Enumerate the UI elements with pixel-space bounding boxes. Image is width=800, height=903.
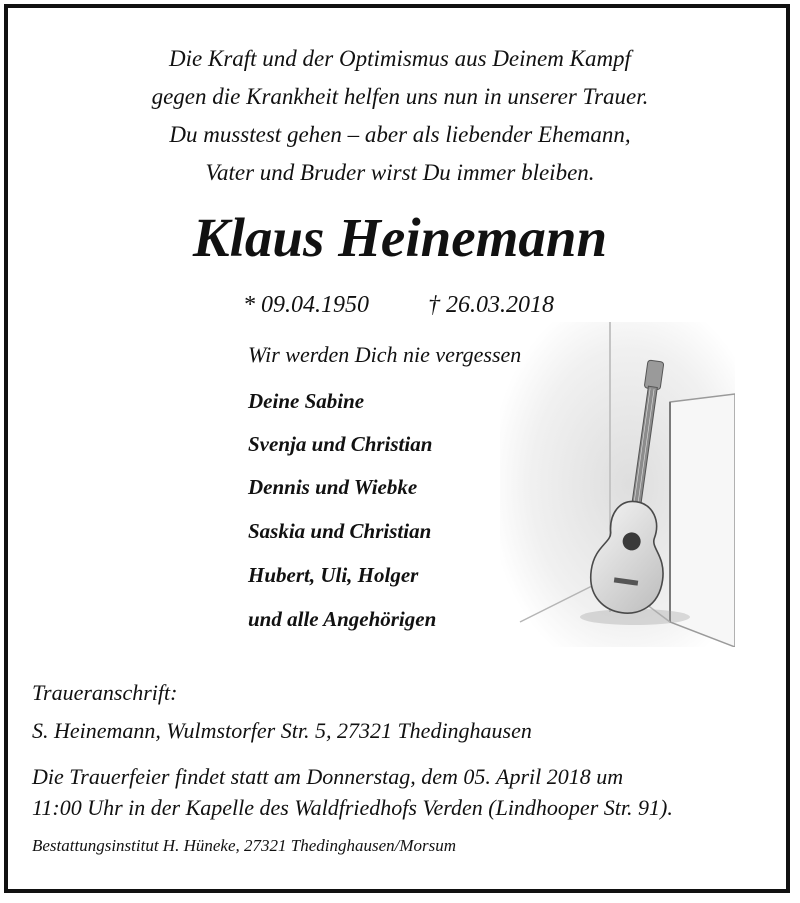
address-line: S. Heinemann, Wulmstorfer Str. 5, 27321 Thedinghausen (32, 718, 532, 743)
verse-line-2: gegen die Krankheit helfen uns nun in unserer Trauer. (151, 84, 649, 109)
undertaker-line: Bestattungsinstitut H. Hüneke, 27321 Thedinghausen/Morsum (32, 836, 457, 855)
verse-line-1: Die Kraft und der Optimismus aus Deinem Kampf (169, 46, 631, 71)
mourner-line: und alle Angehörigen (248, 607, 437, 631)
address-label: Traueranschrift: (32, 680, 178, 705)
mourner-line: Svenja und Christian (248, 432, 433, 456)
farewell-line: Wir werden Dich nie vergessen (248, 342, 522, 367)
mourner-line: Saskia und Christian (248, 519, 432, 543)
mourner-line: Dennis und Wiebke (248, 475, 418, 499)
death-date: † 26.03.2018 (428, 292, 554, 318)
deceased-name: Klaus Heinemann (192, 207, 608, 268)
service-line-2: 11:00 Uhr in der Kapelle des Waldfriedhofs Verden (Lindhooper Str. 91). (32, 795, 673, 820)
guitar-sketch-icon (500, 322, 735, 647)
service-line-1: Die Trauerfeier findet statt am Donnerstag, dem 05. April 2018 um (32, 764, 624, 789)
verse-line-4: Vater und Bruder wirst Du immer bleiben. (205, 160, 595, 185)
birth-date: * 09.04.1950 (243, 292, 369, 318)
mourner-line: Deine Sabine (248, 389, 365, 413)
verse-line-3: Du musstest gehen – aber als liebender Ehemann, (169, 122, 631, 147)
mourner-line: Hubert, Uli, Holger (248, 563, 419, 587)
